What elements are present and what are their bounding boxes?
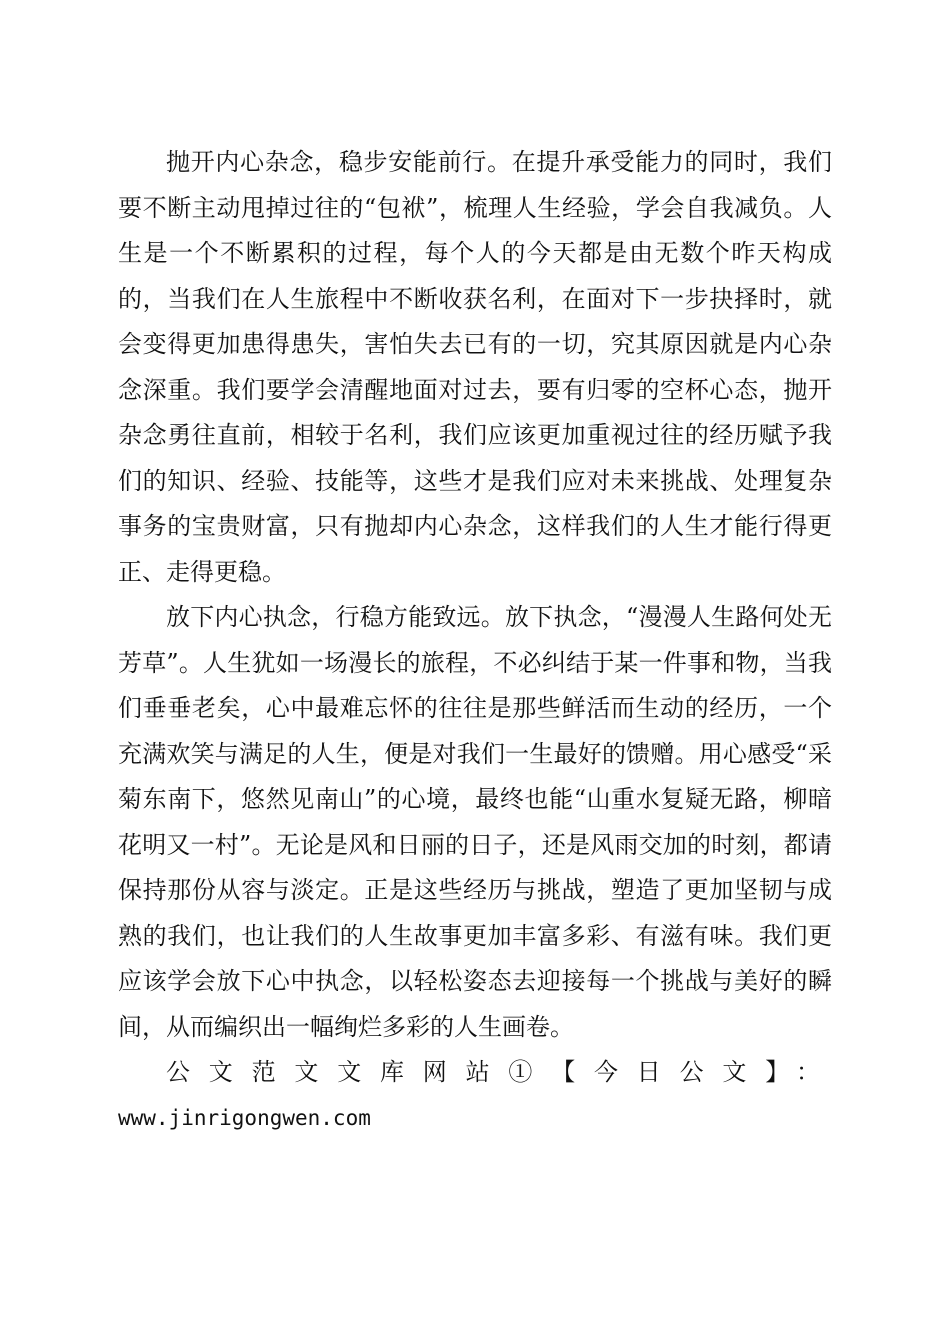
paragraph-1: 抛开内心杂念，稳步安能前行。在提升承受能力的同时，我们要不断主动甩掉过往的“包袱”，梳理人生经验，学会自我减负。人生是一个不断累积的过程，每个人的今天都是由无数个昨天构成的，当我们在人生旅程中不断收获名利，在面对下一步抉择时，就会变得更加患得患失，害怕失去已有的一切，究其原因就是内心杂念深重。我们要学会清醒地面对过去，要有归零的空杯心态，抛开杂念勇往直前，相较于名利，我们应该更加重视过往的经历赋予我们的知识、经验、技能等，这些才是我们应对未来挑战、处理复杂事务的宝贵财富，只有抛却内心杂念，这样我们的人生才能行得更正、走得更稳。 xyxy=(118,148,832,586)
footer-url: www.jinrigongwen.com xyxy=(118,1105,371,1130)
document-page xyxy=(118,140,832,1141)
footer-source-line xyxy=(118,1050,832,1096)
paragraph-2: 放下内心执念，行稳方能致远。放下执念，“漫漫人生路何处无芳草”。人生犹如一场漫长的旅程，不必纠结于某一件事和物，当我们垂垂老矣，心中最难忘怀的往往是那些鲜活而生动的经历，一个充满欢笑与满足的人生，便是对我们一生最好的馈赠。用心感受“采菊东南下，悠然见南山”的心境，最终也能“山重水复疑无路，柳暗花明又一村”。无论是风和日丽的日子，还是风雨交加的时刻，都请保持那份从容与淡定。正是这些经历与挑战，塑造了更加坚韧与成熟的我们，也让我们的人生故事更加丰富多彩、有滋有味。我们更应该学会放下心中执念，以轻松姿态去迎接每一个挑战与美好的瞬间，从而编织出一幅绚烂多彩的人生画卷。 xyxy=(118,603,832,1041)
footer-source-text: 公文范文文库网站①【今日公文】： xyxy=(166,1058,832,1086)
